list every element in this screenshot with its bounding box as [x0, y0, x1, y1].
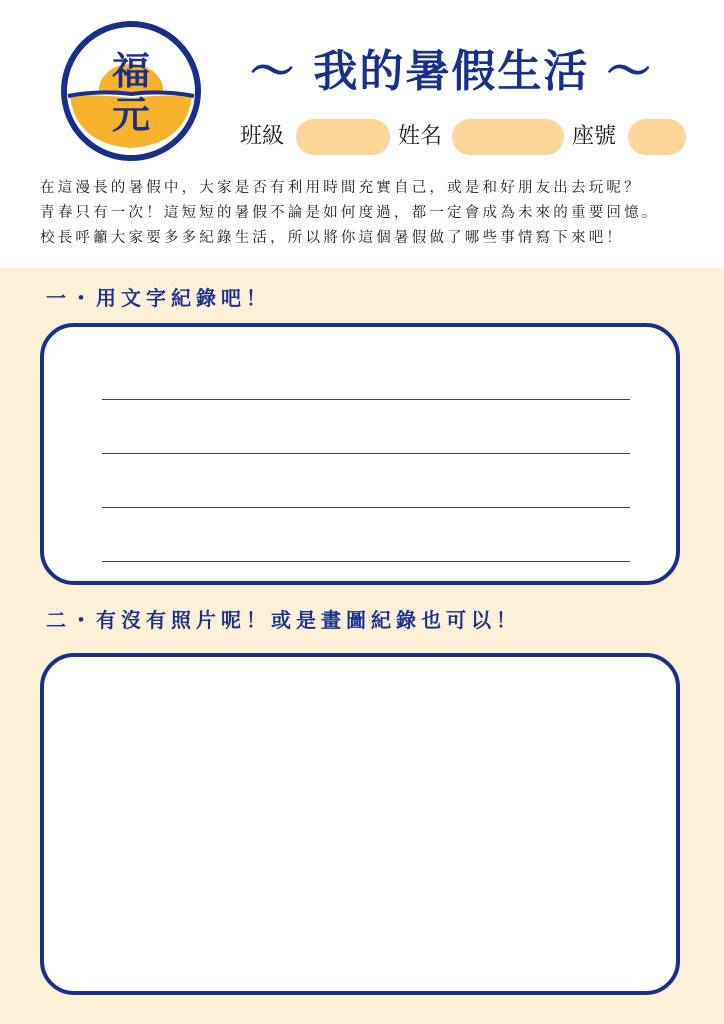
writing-line[interactable] [102, 561, 630, 562]
header-area [0, 0, 724, 268]
intro-line: 校長呼籲大家要多多紀錄生活，所以將你這個暑假做了哪些事情寫下來吧！ [40, 230, 625, 246]
class-label: 班級 [240, 124, 285, 149]
gold-ingot-icon [60, 20, 202, 162]
photo-drawing-box[interactable] [40, 653, 680, 995]
logo-char-bottom: 元 [111, 93, 151, 137]
intro-paragraph [40, 176, 710, 251]
fuyuan-logo [60, 20, 202, 162]
intro-line: 在這漫長的暑假中，大家是否有利用時間充實自己，或是和好朋友出去玩呢？ [40, 180, 642, 196]
text-record-box[interactable] [40, 323, 680, 585]
name-input[interactable] [452, 119, 564, 155]
writing-line[interactable] [102, 399, 630, 400]
section2-title: 二・有沒有照片呢！或是畫圖紀錄也可以！ [46, 608, 521, 632]
writing-line[interactable] [102, 453, 630, 454]
logo-char-top: 福 [111, 49, 151, 93]
seat-input[interactable] [628, 119, 686, 155]
seat-label: 座號 [572, 124, 617, 149]
intro-line: 青春只有一次！這短短的暑假不論是如何度過，都一定會成為未來的重要回憶。 [40, 205, 660, 221]
writing-line[interactable] [102, 507, 630, 508]
class-input[interactable] [296, 119, 390, 155]
student-info-fields [240, 116, 700, 158]
section1-title: 一・用文字紀錄吧！ [46, 286, 271, 310]
page-title: ～ 我的暑假生活 ～ [250, 46, 653, 97]
name-label: 姓名 [398, 124, 443, 149]
